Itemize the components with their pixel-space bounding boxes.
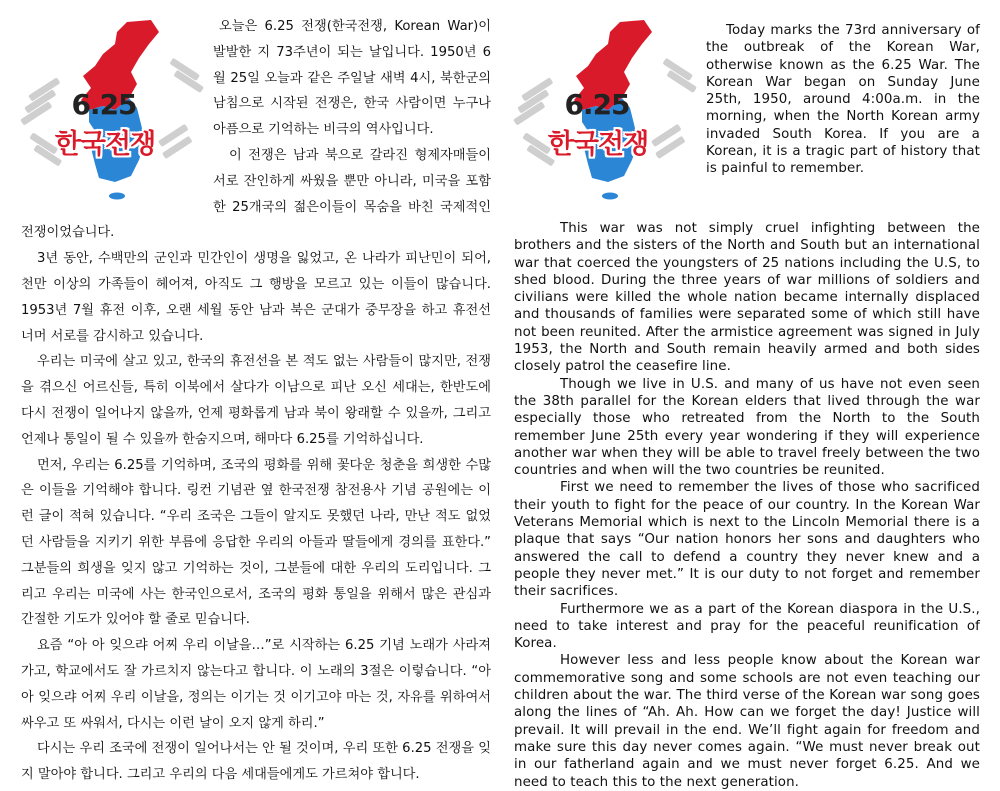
en-paragraph-6: However less and less people know about the Korean war commemorative song and some schools are not even teaching our children about the war. The third verse of the Korean war song goes along the lines of “Ah. Ah. How can we forget the day! Justice will prevail. It will prevail in the end. We’ll fight again for freedom and make sure this day never comes again. “We must never break out in our fatherland again and we must never forget 6.25. And we need to teach this to the next generation. xyxy=(514,653,980,790)
ko-paragraph-1: 오늘은 6.25 전쟁(한국전쟁, Korean War)이 발발한 지 73주년이 되는 날입니다. 1950년 6월 25일 오늘과 같은 주일날 새벽 4시, 북한군의 남침으로 시작된 전쟁은, 한국 사람이면 누구나 아픔으로 기억하는 비극의 역사입니다. xyxy=(213,19,491,138)
english-column xyxy=(514,14,980,791)
ko-paragraph-3: 3년 동안, 수백만의 군인과 민간인이 생명을 잃었고, 온 나라가 피난민이 되어, 천만 이상의 가족들이 헤어져, 아직도 그 행방을 모르고 있는 이들이 많습니다. 1953년 7월 휴전 이후, 오랜 세월 동안 남과 북은 군대가 중무장을 하고 휴전선 너머 서로를 감시하고 있습니다. xyxy=(21,251,491,344)
ko-paragraph-2: 이 전쟁은 남과 북으로 갈라진 형제자매들이 서로 잔인하게 싸웠을 뿐만 아니라, 미국을 포함한 25개국의 젊은이들이 목숨을 바친 국제적인 전쟁이었습니다. xyxy=(21,147,491,241)
logo-number: 6.25 xyxy=(564,88,630,121)
ko-paragraph-4: 우리는 미국에 살고 있고, 한국의 휴전선을 본 적도 없는 사람들이 많지만, 전쟁을 겪으신 어르신들, 특히 이북에서 살다가 이남으로 피난 오신 세대는, 한반도에 다시 전쟁이 일어나지 않을까, 언제 평화롭게 남과 북이 왕래할 수 있을까, 그리고 언제나 통일이 될 수 있을까 한숨지으며, 해마다 6.25를 기억하십니다. xyxy=(21,354,491,447)
korean-column xyxy=(21,14,491,788)
ko-paragraph-5: 먼저, 우리는 6.25를 기억하며, 조국의 평화를 위해 꽃다운 청춘을 희생한 수많은 이들을 기억해야 합니다. 링컨 기념관 옆 한국전쟁 참전용사 기념 공원에는 이런 글이 적혀 있습니다. “우리 조국은 그들이 알지도 못했던 나라, 만난 적도 없었던 사람들을 지키기 위한 부름에 응답한 우리의 아들과 딸들에게 경의를 표한다.” 그분들의 희생을 잊지 않고 기억하는 것이, 그분들에 대한 우리의 도리입니다. 그리고 우리는 미국에 사는 한국인으로서, 조국의 평화 통일을 위해서 많은 관심과 간절한 기도가 있어야 할 줄로 믿습니다. xyxy=(21,457,491,628)
en-paragraph-1: Today marks the 73rd anniversary of the outbreak of the Korean War, otherwise known as the 6.25 War. The Korean War began on Sunday June 25th, 1950, around 4:00a.m. in the morning, when the North Korean army invaded South Korea. If you are a Korean, it is a tragic part of history that is painful to remember. xyxy=(706,23,980,177)
logo-number: 6.25 xyxy=(71,88,137,121)
korean-war-logo-en xyxy=(512,14,702,204)
ko-paragraph-6: 요즘 “아 아 잊으랴 어찌 우리 이날을…”로 시작하는 6.25 기념 노래가 사라져 가고, 학교에서도 잘 가르치지 않는다고 합니다. 이 노래의 3절은 이렇습니다. “아 아 잊으랴 어찌 우리 이날을, 정의는 이기는 것 이기고야 마는 것, 자유를 위하여서 싸우고 또 싸워서, 다시는 이런 날이 오지 않게 하리.” xyxy=(21,638,491,731)
logo-title: 한국전쟁 xyxy=(54,129,156,160)
en-paragraph-5: Furthermore we as a part of the Korean diaspora in the U.S., need to take interest and pray for the peaceful reunification of Korea. xyxy=(514,601,980,652)
en-paragraph-2: This war was not simply cruel infighting between the brothers and the sisters of the North and South but an international war that coerced the youngsters of 25 nations including the U.S, to shed blood. During the three years of war millions of soldiers and civilians were killed the whole nation became internally displaced and thousands of families were separated some of which still have not been reunited. After the armistice agreement was signed in July 1953, the North and South remain heavily armed and both sides closely patrol the ceasefire line. xyxy=(514,221,980,375)
en-body xyxy=(514,208,980,791)
korean-war-logo xyxy=(19,14,209,204)
logo-title: 한국전쟁 xyxy=(547,129,649,160)
ko-paragraph-7: 다시는 우리 조국에 전쟁이 일어나서는 안 될 것이며, 우리 또한 6.25 전쟁을 잊지 말아야 합니다. 그리고 우리의 다음 세대들에게도 가르쳐야 합니다. xyxy=(21,741,491,783)
en-paragraph-4: First we need to remember the lives of those who sacrificed their youth to fight for the peace of our country. In the Korean War Veterans Memorial which is next to the Lincoln Memorial there is a plaque that says “Our nation honors her sons and daughters who answered the call to defend a country they never knew and a people they never met.” It is our duty to not forget and remember their sacrifices. xyxy=(514,480,980,600)
en-paragraph-3: Though we live in U.S. and many of us have not even seen the 38th parallel for the Korean elders that lived through the war especially those who retreated from the North to the South remember June 25th every year wondering if they will experience another war when they will be able to travel freely between the two countries and when will the two countries be reunited. xyxy=(514,376,980,479)
